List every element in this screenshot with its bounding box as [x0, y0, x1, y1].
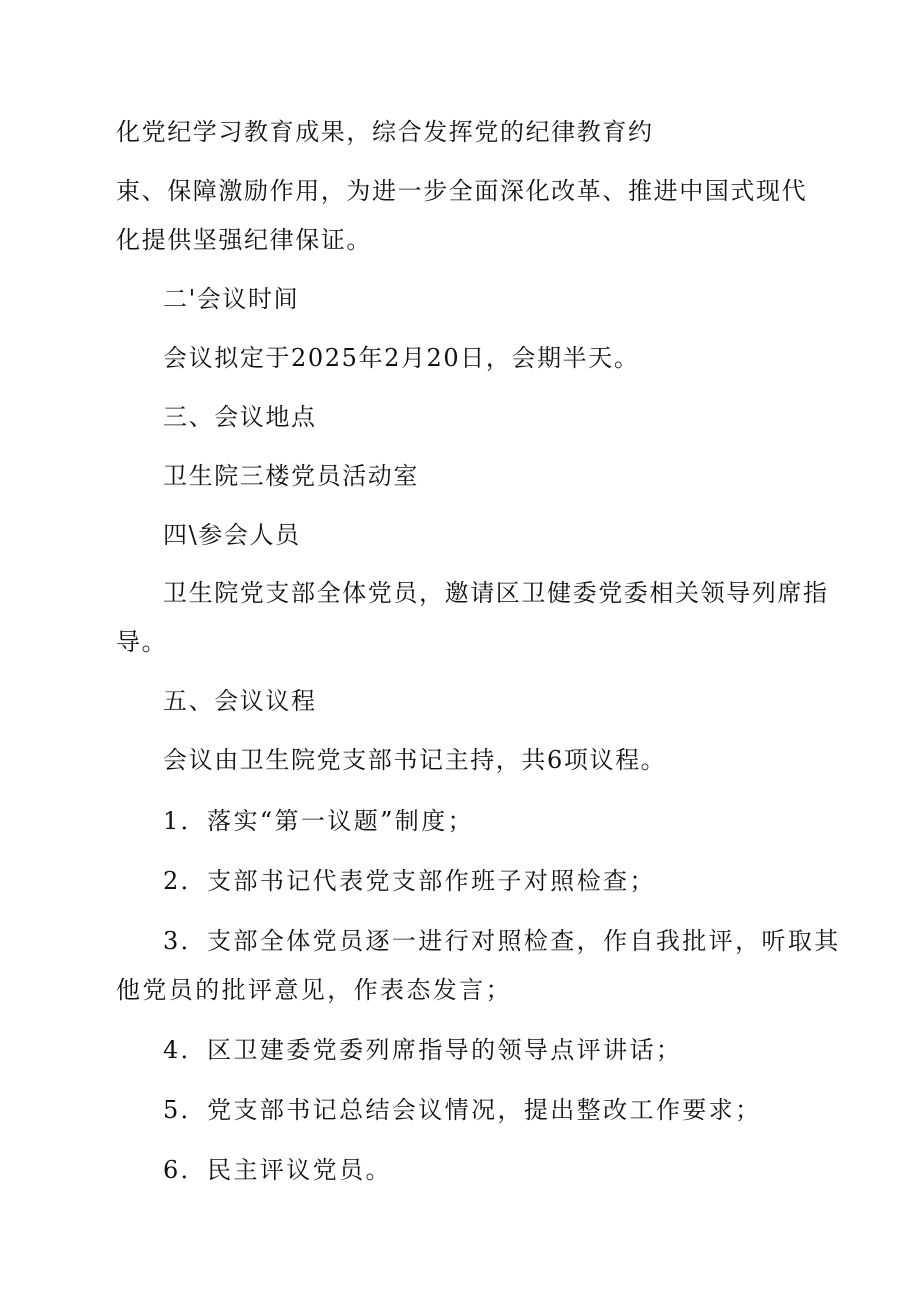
agenda-item-1: 1．落实“第一议题”制度； [163, 807, 475, 835]
section-heading-attendees: 四\参会人员 [163, 521, 301, 549]
body-text-line: 导。 [116, 628, 168, 656]
section-heading-agenda: 五、会议议程 [163, 687, 317, 715]
body-text-line: 卫生院党支部全体党员，邀请区卫健委党委相关领导列席指 [163, 579, 829, 607]
agenda-item-4: 4．区卫建委党委列席指导的领导点评讲话； [163, 1036, 683, 1064]
agenda-item-3-continued: 他党员的批评意见，作表态发言； [116, 976, 512, 1004]
body-text-line: 卫生院三楼党员活动室 [163, 462, 419, 490]
agenda-item-3: 3．支部全体党员逐一进行对照检查，作自我批评，听取其 [163, 927, 841, 955]
body-text-line: 束、保障激励作用，为进一步全面深化改革、推进中国式现代 [116, 177, 808, 205]
body-text-line: 化党纪学习教育成果，综合发挥党的纪律教育约 [116, 118, 654, 146]
section-heading-time: 二'会议时间 [163, 285, 300, 313]
agenda-item-5: 5．党支部书记总结会议情况，提出整改工作要求； [163, 1096, 762, 1124]
body-text-line: 化提供坚强纪律保证。 [116, 226, 372, 254]
section-heading-location: 三、会议地点 [163, 403, 317, 431]
agenda-item-2: 2．支部书记代表党支部作班子对照检查； [163, 867, 656, 895]
body-text-line: 会议拟定于2025年2月20日，会期半天。 [163, 344, 640, 372]
body-text-line: 会议由卫生院党支部书记主持，共6项议程。 [163, 746, 667, 774]
agenda-item-6: 6．民主评议党员。 [163, 1156, 392, 1184]
